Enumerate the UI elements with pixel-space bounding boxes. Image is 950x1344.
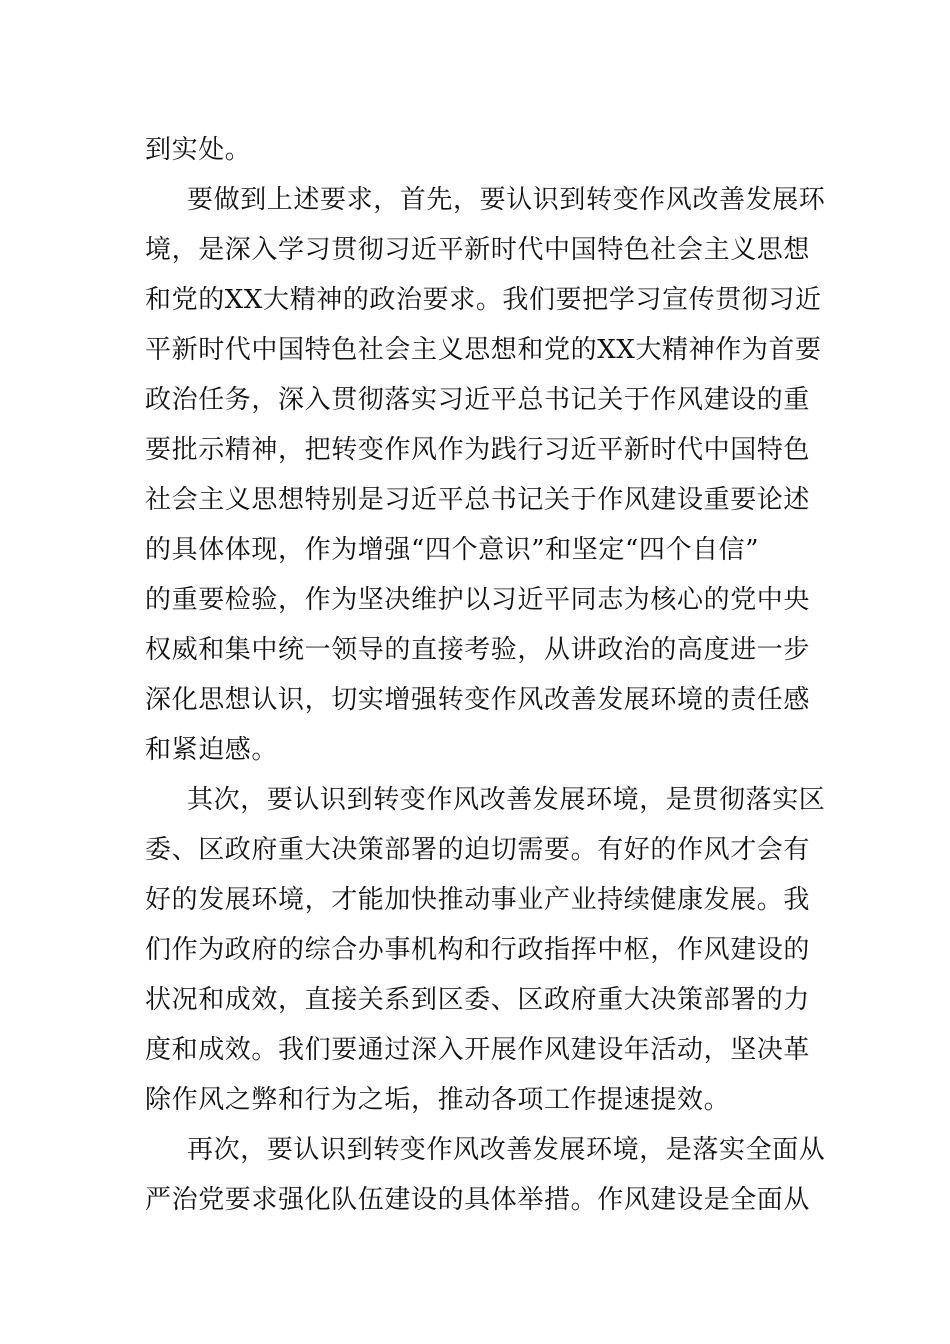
text-line: 权威和集中统一领导的直接考验，从讲政治的高度进一步 xyxy=(145,635,811,665)
text-line: 平新时代中国特色社会主义思想和党的XX大精神作为首要 xyxy=(145,335,822,365)
text-line: 除作风之弊和行为之垢，推动各项工作提速提效。 xyxy=(145,1085,731,1115)
text-line: 政治任务，深入贯彻落实习近平总书记关于作风建设的重 xyxy=(145,385,811,415)
text-line: 们作为政府的综合办事机构和行政指挥中枢，作风建设的 xyxy=(145,935,811,965)
text-line: 要做到上述要求，首先，要认识到转变作风改善发展环 xyxy=(187,185,826,215)
text-line: 深化思想认识，切实增强转变作风改善发展环境的责任感 xyxy=(145,685,811,715)
text-line: 要批示精神，把转变作风作为践行习近平新时代中国特色 xyxy=(145,435,811,465)
text-line: 状况和成效，直接关系到区委、区政府重大决策部署的力 xyxy=(145,985,811,1015)
text-line: 和党的XX大精神的政治要求。我们要把学习宣传贯彻习近 xyxy=(145,285,822,315)
text-line: 和紧迫感。 xyxy=(145,735,279,765)
text-line: 社会主义思想特别是习近平总书记关于作风建设重要论述 xyxy=(145,485,811,515)
text-line: 度和成效。我们要通过深入开展作风建设年活动，坚决革 xyxy=(145,1035,811,1065)
text-line: 的具体体现，作为增强“四个意识”和坚定“四个自信” xyxy=(145,535,760,565)
text-line: 到实处。 xyxy=(145,135,252,165)
text-line: 境，是深入学习贯彻习近平新时代中国特色社会主义思想 xyxy=(145,235,811,265)
text-line: 的重要检验，作为坚决维护以习近平同志为核心的党中央 xyxy=(145,585,811,615)
text-line: 好的发展环境，才能加快推动事业产业持续健康发展。我 xyxy=(145,885,811,915)
text-line: 其次，要认识到转变作风改善发展环境，是贯彻落实区 xyxy=(187,785,826,815)
text-line: 严治党要求强化队伍建设的具体举措。作风建设是全面从 xyxy=(145,1185,811,1215)
text-line: 委、区政府重大决策部署的迫切需要。有好的作风才会有 xyxy=(145,835,811,865)
text-line: 再次，要认识到转变作风改善发展环境，是落实全面从 xyxy=(187,1135,826,1165)
